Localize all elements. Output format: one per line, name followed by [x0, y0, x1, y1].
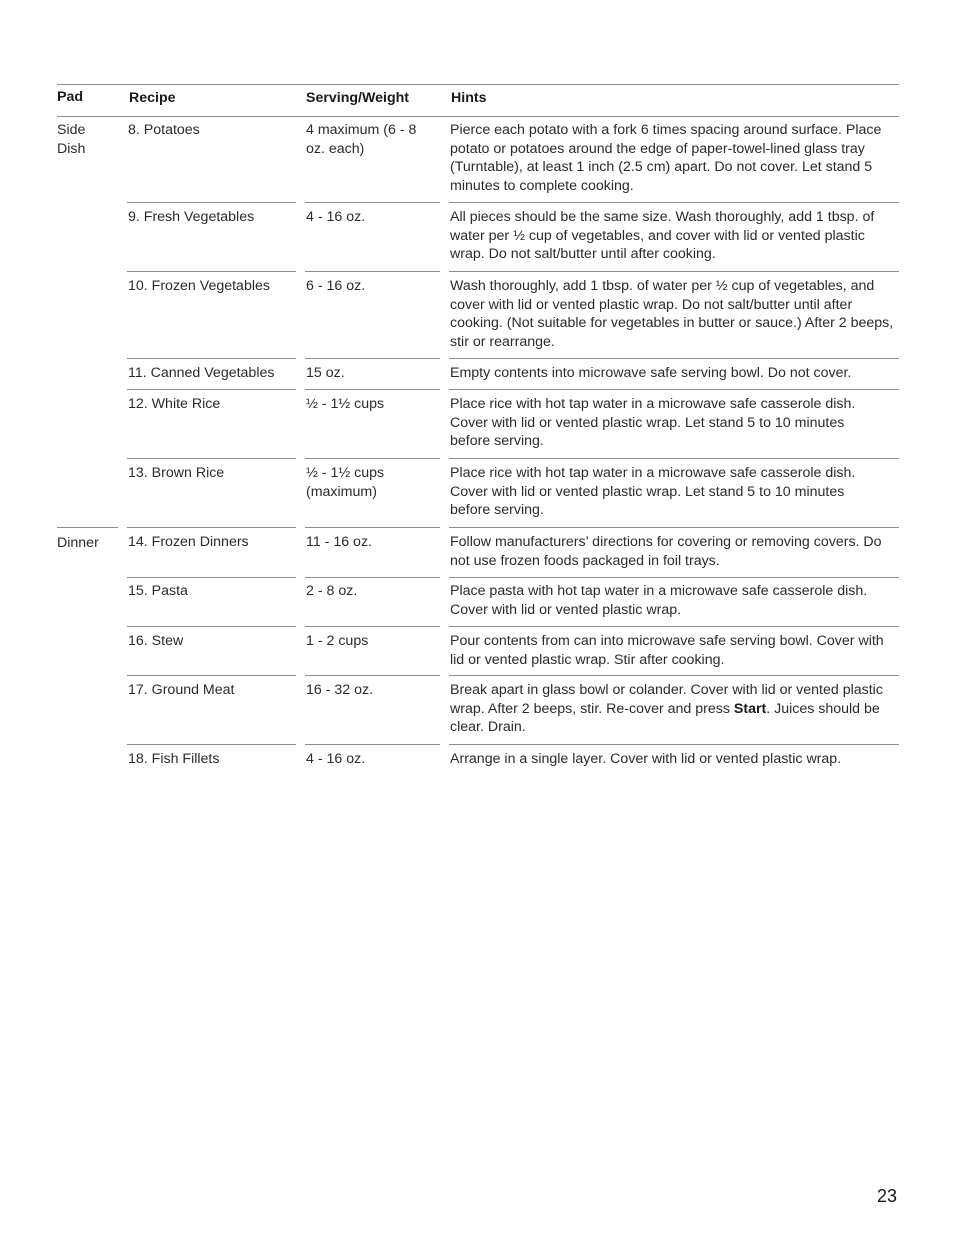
table-row-hints: Pierce each potato with a fork 6 times spacing around surface. Place potato or potatoes around the edge of paper-towel-lined glass tray (Turntable), at least 1 inch (2.5 cm) apart. Do not cover. Let stand 5 minutes to complete cooking. — [450, 122, 882, 195]
row-rule-serving — [305, 389, 440, 390]
row-rule-serving — [305, 458, 440, 459]
row-rule-hints — [449, 675, 899, 676]
row-rule-recipe — [127, 458, 296, 459]
header-pad: Pad — [57, 89, 84, 105]
table-row-hints: All pieces should be the same size. Wash thoroughly, add 1 tbsp. of water per ½ cup of vegetables, and cover with lid or vented plastic wrap. Do not salt/butter until after cooking. — [450, 209, 875, 263]
row-rule-hints — [449, 202, 899, 203]
table-row-serving: 11 - 16 oz. — [306, 534, 372, 550]
table-top-rule — [57, 84, 899, 85]
table-row-recipe: 16. Stew — [128, 633, 184, 649]
row-rule-serving — [305, 271, 440, 272]
table-row-hints: Place rice with hot tap water in a microwave safe casserole dish. Cover with lid or vented plastic wrap. Let stand 5 to 10 minutes before serving. — [450, 465, 856, 519]
row-rule-recipe — [127, 202, 296, 203]
table-row-recipe: 8. Potatoes — [128, 122, 200, 138]
row-rule-recipe — [127, 271, 296, 272]
row-rule-serving — [305, 358, 440, 359]
row-rule-recipe — [127, 675, 296, 676]
row-rule-hints — [449, 744, 899, 745]
table-row-hints — [450, 681, 885, 737]
pad-label-dinner: Dinner — [57, 535, 99, 551]
table-row-recipe: 10. Frozen Vegetables — [128, 278, 270, 294]
table-row-serving: 4 maximum (6 - 8 oz. each) — [306, 122, 417, 157]
table-row-hints: Follow manufacturers’ directions for covering or removing covers. Do not use frozen foods packaged in foil trays. — [450, 534, 882, 569]
row-rule-hints — [449, 577, 899, 578]
row-rule-hints — [449, 458, 899, 459]
row-rule-hints — [449, 389, 899, 390]
table-row-serving: ½ - 1½ cups (maximum) — [306, 465, 385, 500]
row-rule-serving — [305, 202, 440, 203]
table-row-serving: 4 - 16 oz. — [306, 751, 366, 767]
table-row-serving: 4 - 16 oz. — [306, 209, 366, 225]
table-row-recipe: 17. Ground Meat — [128, 682, 235, 698]
hints-text: . Juices should be clear. Drain. — [450, 700, 880, 736]
row-rule-recipe — [127, 744, 296, 745]
table-row-serving: 2 - 8 oz. — [306, 583, 358, 599]
table-row-serving: 1 - 2 cups — [306, 633, 369, 649]
row-rule-hints — [449, 271, 899, 272]
start-key-label: Start — [733, 700, 767, 717]
table-row-recipe: 9. Fresh Vegetables — [128, 209, 255, 225]
row-rule-serving — [305, 577, 440, 578]
table-row-recipe: 13. Brown Rice — [128, 465, 225, 481]
row-rule-recipe — [127, 358, 296, 359]
table-row-serving: 15 oz. — [306, 365, 345, 381]
table-row-hints: Place rice with hot tap water in a microwave safe casserole dish. Cover with lid or vented plastic wrap. Let stand 5 to 10 minutes before serving. — [450, 396, 856, 450]
table-row-hints: Place pasta with hot tap water in a microwave safe casserole dish. Cover with lid or vented plastic wrap. — [450, 583, 868, 618]
header-recipe: Recipe — [129, 90, 176, 106]
row-rule-hints — [449, 527, 899, 528]
row-rule-recipe — [127, 389, 296, 390]
row-rule-hints — [449, 358, 899, 359]
table-row-recipe: 11. Canned Vegetables — [128, 365, 275, 381]
table-row-hints: Wash thoroughly, add 1 tbsp. of water per ½ cup of vegetables, and cover with lid or vented plastic wrap. Do not salt/butter until after cooking. (Not suitable for vegetables in butter or sauce.) After 2 beeps, stir or rearrange. — [450, 278, 894, 351]
header-serving: Serving/Weight — [306, 90, 410, 106]
table-row-recipe: 18. Fish Fillets — [128, 751, 220, 767]
row-rule-serving — [305, 527, 440, 528]
pad-label-side-dish: Side Dish — [57, 122, 86, 157]
table-row-serving: 16 - 32 oz. — [306, 682, 374, 698]
row-rule-serving — [305, 626, 440, 627]
table-row-serving: ½ - 1½ cups — [306, 396, 385, 412]
row-rule-serving — [305, 744, 440, 745]
page-number: 23 — [876, 1186, 897, 1206]
header-hints: Hints — [451, 90, 487, 106]
row-rule-recipe — [127, 626, 296, 627]
table-row-recipe: 12. White Rice — [128, 396, 221, 412]
row-rule-hints — [449, 626, 899, 627]
header-bottom-rule — [57, 116, 899, 117]
row-rule-recipe — [127, 527, 296, 528]
table-row-recipe: 14. Frozen Dinners — [128, 534, 249, 550]
row-rule-serving — [305, 675, 440, 676]
dinner-group-rule — [57, 527, 118, 528]
table-row-serving: 6 - 16 oz. — [306, 278, 366, 294]
table-row-recipe: 15. Pasta — [128, 583, 188, 599]
table-row-hints: Empty contents into microwave safe serving bowl. Do not cover. — [450, 365, 852, 381]
row-rule-recipe — [127, 577, 296, 578]
hints-text: Break apart in glass bowl or colander. Cover with lid or vented plastic wrap. After 2 beeps, stir. Re-cover and press — [450, 682, 883, 717]
table-row-hints: Arrange in a single layer. Cover with lid or vented plastic wrap. — [450, 751, 842, 767]
table-row-hints: Pour contents from can into microwave safe serving bowl. Cover with lid or vented plastic wrap. Stir after cooking. — [450, 633, 884, 668]
